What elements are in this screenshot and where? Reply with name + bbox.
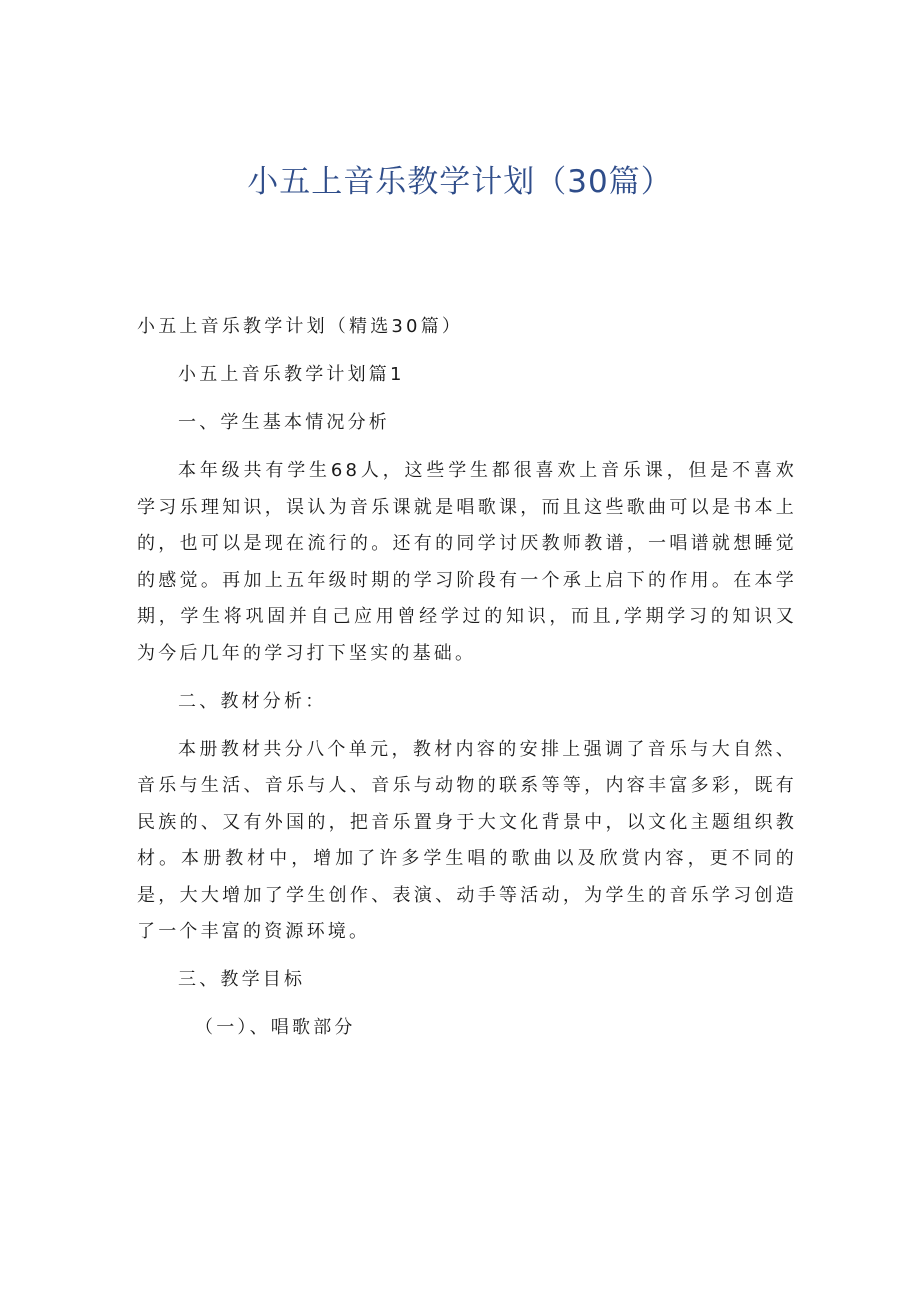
doc-subtitle: 小五上音乐教学计划（精选30篇） bbox=[137, 316, 464, 337]
paragraph-student-analysis: 本年级共有学生68人，这些学生都很喜欢上音乐课，但是不喜欢学习乐理知识，误认为音乐课就是唱歌课，而且这些歌曲可以是书本上的，也可以是现在流行的。还有的同学讨厌教师教谱，一唱谱就想睡觉的感觉。再加上五年级时期的学习阶段有一个承上启下的作用。在本学期，学生将巩固并自己应用曾经学过的知识，而且,学期学习的知识又为今后几年的学习打下坚实的基础。 bbox=[137, 460, 797, 664]
document-body bbox=[137, 309, 797, 1058]
section-heading-part1: 小五上音乐教学计划篇1 bbox=[178, 364, 405, 385]
heading-textbook-analysis: 二、教材分析： bbox=[178, 690, 327, 712]
heading-student-analysis: 一、学生基本情况分析 bbox=[178, 412, 390, 433]
heading-teaching-goals: 三、教学目标 bbox=[178, 969, 306, 990]
heading-singing-part: （一）、唱歌部分 bbox=[195, 1017, 356, 1038]
paragraph-textbook-analysis: 本册教材共分八个单元，教材内容的安排上强调了音乐与大自然、音乐与生活、音乐与人、音乐与动物的联系等等，内容丰富多彩，既有民族的、又有外国的，把音乐置身于大文化背景中，以文化主题组织教材。本册教材中，增加了许多学生唱的歌曲以及欣赏内容，更不同的是，大大增加了学生创作、表演、动手等活动，为学生的音乐学习创造了一个丰富的资源环境。 bbox=[137, 738, 797, 942]
document-title: 小五上音乐教学计划（30篇） bbox=[247, 164, 673, 200]
